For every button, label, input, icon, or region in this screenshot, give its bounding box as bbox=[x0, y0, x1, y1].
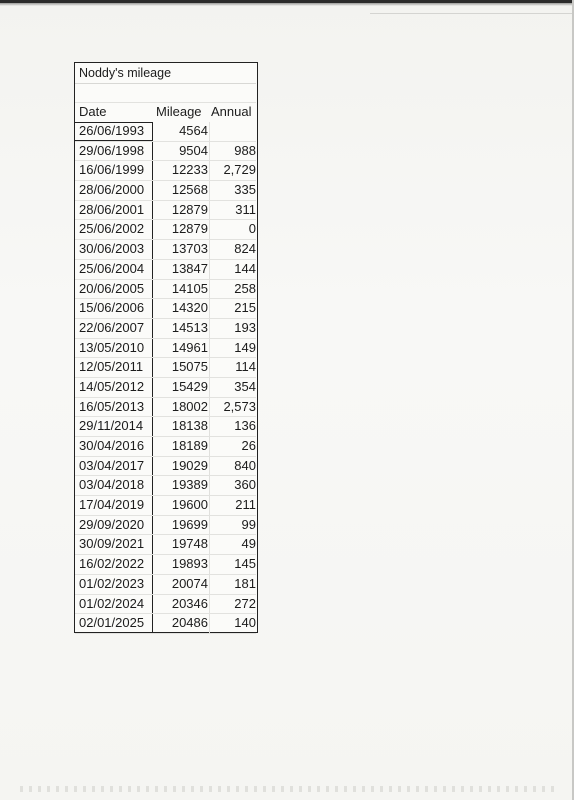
cell-date: 01/02/2024 bbox=[79, 595, 145, 611]
cell-date: 29/11/2014 bbox=[79, 418, 144, 434]
cell-date: 29/09/2020 bbox=[79, 516, 145, 532]
cell-mileage: 15075 bbox=[171, 359, 208, 375]
cell-mileage: 12233 bbox=[171, 162, 208, 178]
table-title: Noddy's mileage bbox=[75, 63, 256, 84]
cell-annual: 0 bbox=[248, 221, 256, 237]
cell-mileage: 13847 bbox=[171, 260, 208, 276]
cell-mileage: 20346 bbox=[171, 595, 208, 611]
cell-date: 12/05/2011 bbox=[79, 359, 144, 375]
table-row bbox=[75, 280, 256, 300]
cell-mileage: 19893 bbox=[171, 556, 208, 572]
cell-annual: 193 bbox=[234, 319, 256, 335]
cell-mileage: 19600 bbox=[171, 497, 208, 513]
cell-mileage: 14320 bbox=[171, 300, 208, 316]
cell-annual: 258 bbox=[234, 280, 256, 296]
cell-mileage: 20074 bbox=[171, 575, 208, 591]
header-date: Date bbox=[79, 104, 107, 119]
cell-annual: 144 bbox=[234, 260, 256, 276]
cell-date: 28/06/2000 bbox=[79, 182, 145, 198]
cell-annual: 272 bbox=[234, 595, 256, 611]
table-row bbox=[75, 535, 256, 555]
scan-top-shadow bbox=[0, 3, 574, 6]
table-row bbox=[75, 398, 256, 418]
cell-mileage: 14961 bbox=[171, 339, 208, 355]
table-row bbox=[75, 437, 256, 457]
table-row bbox=[75, 142, 256, 162]
cell-annual: 354 bbox=[234, 378, 256, 394]
table-row bbox=[75, 122, 256, 142]
row-gridline bbox=[75, 633, 256, 634]
table-row bbox=[75, 457, 256, 477]
cell-mileage: 19748 bbox=[171, 536, 208, 552]
cell-mileage: 18189 bbox=[171, 438, 208, 453]
cell-annual: 215 bbox=[234, 300, 256, 316]
cell-annual: 26 bbox=[241, 438, 256, 453]
cell-annual: 2,573 bbox=[223, 398, 256, 414]
table-row bbox=[75, 240, 256, 260]
cell-date: 29/06/1998 bbox=[79, 142, 145, 158]
table-row bbox=[75, 339, 256, 359]
cell-annual: 840 bbox=[234, 457, 256, 473]
cell-date: 22/06/2007 bbox=[79, 319, 145, 335]
cell-annual: 49 bbox=[241, 536, 256, 552]
cell-annual: 181 bbox=[234, 575, 256, 591]
cell-mileage: 18138 bbox=[171, 418, 208, 434]
cell-mileage: 18002 bbox=[171, 398, 208, 414]
cell-annual: 149 bbox=[234, 339, 256, 355]
cell-date: 03/04/2018 bbox=[79, 477, 145, 493]
table-row bbox=[75, 575, 256, 595]
cell-date: 02/01/2025 bbox=[79, 615, 145, 631]
cell-date: 25/06/2002 bbox=[79, 221, 145, 237]
cell-annual: 311 bbox=[235, 201, 256, 217]
cell-annual: 824 bbox=[234, 241, 256, 257]
cell-mileage: 12568 bbox=[171, 182, 208, 198]
cell-annual: 360 bbox=[234, 477, 256, 493]
cell-date: 14/05/2012 bbox=[79, 378, 145, 394]
cell-date: 30/06/2003 bbox=[79, 241, 145, 257]
table-body bbox=[75, 122, 256, 634]
cell-date: 20/06/2005 bbox=[79, 280, 145, 296]
cell-date: 16/06/1999 bbox=[79, 162, 145, 178]
cell-annual: 114 bbox=[235, 359, 256, 375]
cell-mileage: 15429 bbox=[171, 378, 208, 394]
header-mileage: Mileage bbox=[156, 104, 202, 119]
cell-annual: 99 bbox=[241, 516, 256, 532]
cell-mileage: 4564 bbox=[179, 123, 208, 138]
cell-date: 17/04/2019 bbox=[79, 497, 145, 513]
blank-row bbox=[75, 84, 256, 103]
cell-date: 01/02/2023 bbox=[79, 575, 145, 591]
cell-date: 15/06/2006 bbox=[79, 300, 145, 316]
cell-mileage: 19389 bbox=[171, 477, 208, 493]
cell-mileage: 14105 bbox=[171, 280, 208, 296]
table-row bbox=[75, 496, 256, 516]
scan-bottom-noise bbox=[20, 786, 560, 792]
table-row bbox=[75, 161, 256, 181]
table-row bbox=[75, 417, 256, 437]
table-row bbox=[75, 555, 256, 575]
cell-date: 03/04/2017 bbox=[79, 457, 145, 473]
table-row bbox=[75, 201, 256, 221]
table-row bbox=[75, 260, 256, 280]
cell-annual: 136 bbox=[234, 418, 256, 434]
cell-mileage: 12879 bbox=[171, 221, 208, 237]
table-row bbox=[75, 614, 256, 634]
cell-date: 28/06/2001 bbox=[79, 201, 145, 217]
cell-mileage: 13703 bbox=[171, 241, 208, 257]
table-row bbox=[75, 220, 256, 240]
cell-mileage: 20486 bbox=[171, 615, 208, 631]
cell-date: 16/02/2022 bbox=[79, 556, 145, 572]
table-header-row bbox=[75, 102, 256, 122]
cell-date: 13/05/2010 bbox=[79, 339, 145, 355]
cell-annual: 335 bbox=[234, 182, 256, 198]
cell-annual: 211 bbox=[235, 497, 256, 513]
cell-date: 30/09/2021 bbox=[79, 536, 145, 552]
cell-mileage: 12879 bbox=[171, 201, 208, 217]
cell-annual: 988 bbox=[234, 142, 256, 158]
table-row bbox=[75, 595, 256, 615]
cell-date: 26/06/1993 bbox=[79, 123, 145, 138]
cell-date: 30/04/2016 bbox=[79, 438, 145, 453]
table-row bbox=[75, 181, 256, 201]
table-row bbox=[75, 476, 256, 496]
table-row bbox=[75, 299, 256, 319]
cell-annual: 145 bbox=[234, 556, 256, 572]
cell-annual: 2,729 bbox=[223, 162, 256, 178]
cell-date: 25/06/2004 bbox=[79, 260, 145, 276]
table-row bbox=[75, 358, 256, 378]
cell-mileage: 19699 bbox=[171, 516, 208, 532]
cell-mileage: 14513 bbox=[171, 319, 208, 335]
table-row bbox=[75, 319, 256, 339]
table-row bbox=[75, 378, 256, 398]
paper-fold-line bbox=[370, 13, 574, 14]
table-row bbox=[75, 516, 256, 536]
header-annual: Annual bbox=[211, 104, 252, 119]
cell-annual: 140 bbox=[234, 615, 256, 631]
cell-mileage: 9504 bbox=[179, 142, 208, 158]
mileage-table bbox=[74, 62, 258, 633]
cell-mileage: 19029 bbox=[171, 457, 208, 473]
cell-date: 16/05/2013 bbox=[79, 398, 145, 414]
